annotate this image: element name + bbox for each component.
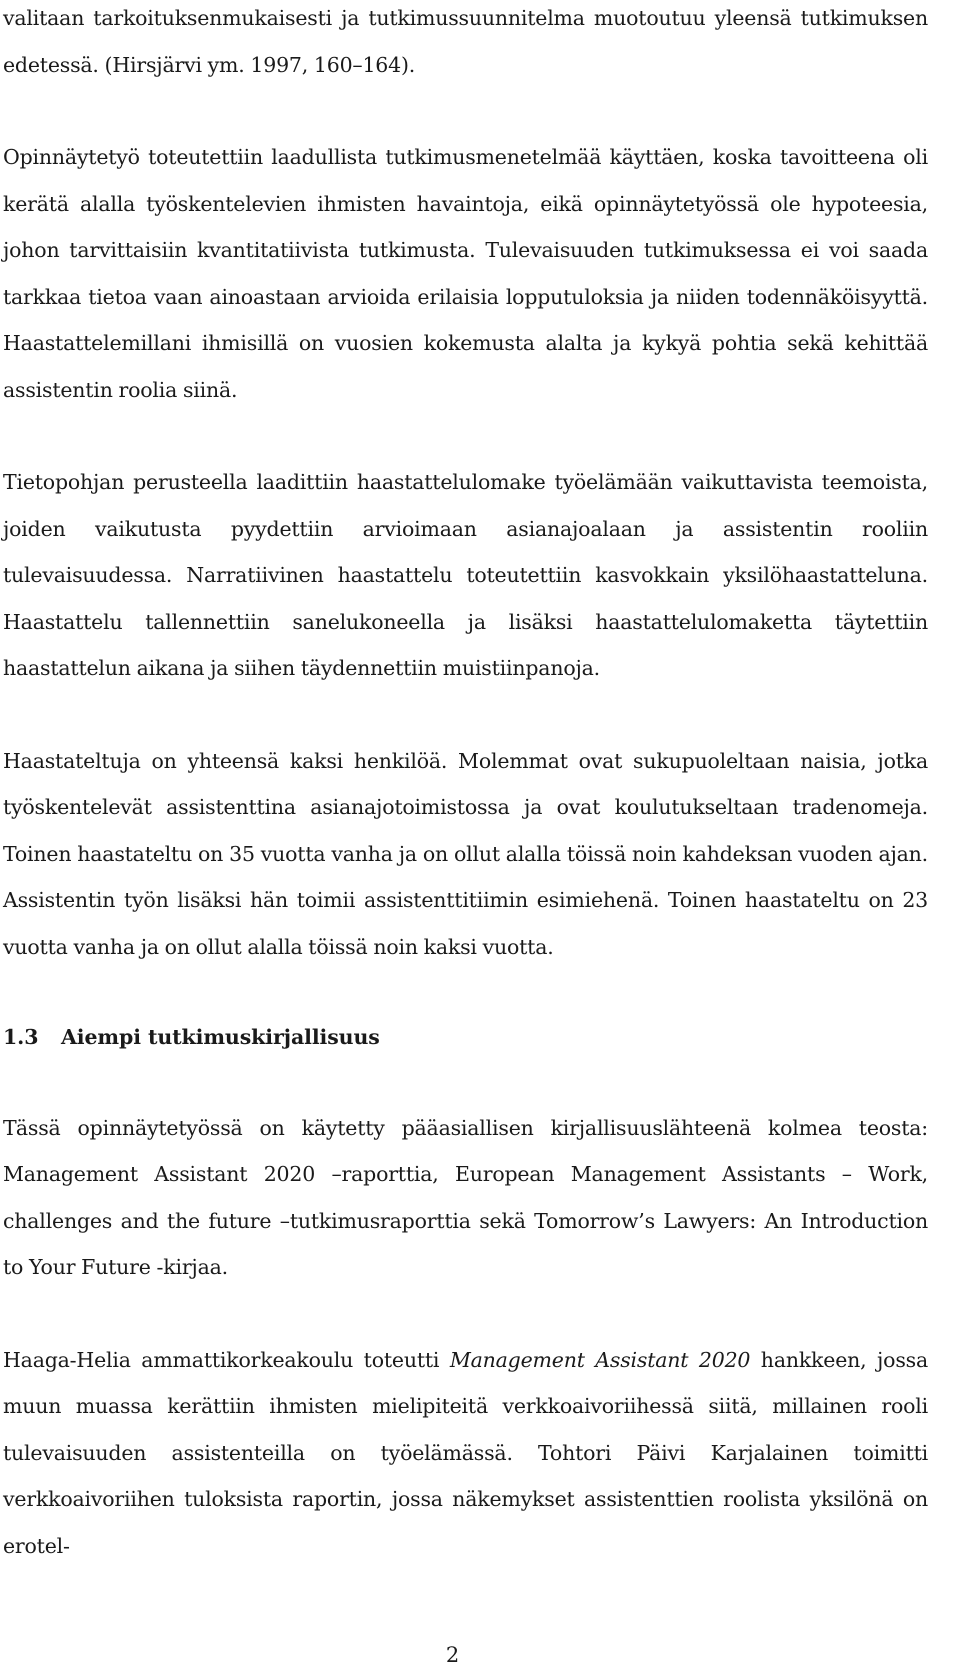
paragraph-interview-form: Tietopohjan perusteella laadittiin haastattelulomake työelämään vaikuttavista teemoista, joiden vaikutusta pyydettiin arvioimaan asianajoalaan ja assistentin rooliin tulevaisuudessa. Narratiivinen haastattelu toteutettiin kasvokkain yksilöhaastatteluna. Haastattelu tallennettiin sanelukoneella ja lisäksi haastattelulomaketta täytettiin haastattelun aikana ja siihen täydennettiin muistiinpanoja. [3,470,928,680]
paragraph-research-plan: valitaan tarkoituksenmukaisesti ja tutkimussuunnitelma muotoutuu yleensä tutkimuksen edetessä. (Hirsjärvi ym. 1997, 160–164). [3,6,928,77]
section-title: Aiempi tutkimuskirjallisuus [61,1025,380,1049]
paragraph-haaga-helia-project [3,1337,928,1570]
paragraph-interviewees: Haastateltuja on yhteensä kaksi henkilöä. Molemmat ovat sukupuoleltaan naisia, jotka työskentelevät assistenttina asianajotoimistossa ja ovat koulutukseltaan tradenomeja. Toinen haastateltu on 35 vuotta vanha ja on ollut alalla töissä noin kahdeksan vuoden ajan. Assistentin työn lisäksi hän toimii assistenttitiimin esimiehenä. Toinen haastateltu on 23 vuotta vanha ja on ollut alalla töissä noin kaksi vuotta. [3,748,928,959]
paragraph-text-end: hankkeen, jossa muun muassa kerättiin ihmisten mielipiteitä verkkoaivoriihessä siitä, millainen rooli tulevaisuuden assistenteilla on työelämässä. Tohtori Päivi Karjalainen toimitti verkkoaivoriihen tuloksista raportin, jossa näkemykset assistenttien roolista yksilönä on erotel- [3,1347,928,1558]
section-heading [3,1014,928,1061]
section-number: 1.3 [3,1025,39,1049]
project-title-italic: Management Assistant 2020 [449,1347,751,1372]
page-number: 2 [445,1643,460,1667]
paragraph-qualitative-method: Opinnäytetyö toteutettiin laadullista tutkimusmenetelmää käyttäen, koska tavoitteena oli kerätä alalla työskentelevien ihmisten havaintoja, eikä opinnäytetyössä ole hypoteesia, johon tarvittaisiin kvantitatiivista tutkimusta. Tulevaisuuden tutkimuksessa ei voi saada tarkkaa tietoa vaan ainoastaan arvioida erilaisia lopputuloksia ja niiden todennäköisyyttä. Haastattelemillani ihmisillä on vuosien kokemusta alalta ja kykyä pohtia sekä kehittää assistentin roolia siinä. [3,145,928,402]
paragraph-literature-sources: Tässä opinnäytetyössä on käytetty pääasiallisen kirjallisuuslähteenä kolmea teosta: Management Assistant 2020 –raporttia, European Management Assistants – Work, challenges and the future –tutkimusraporttia sekä Tomorrow’s Lawyers: An Introduction to Your Future -kirjaa. [3,1115,928,1279]
paragraph-text-start: Haaga-Helia ammattikorkeakoulu toteutti [3,1347,450,1372]
page-content [3,0,928,1569]
